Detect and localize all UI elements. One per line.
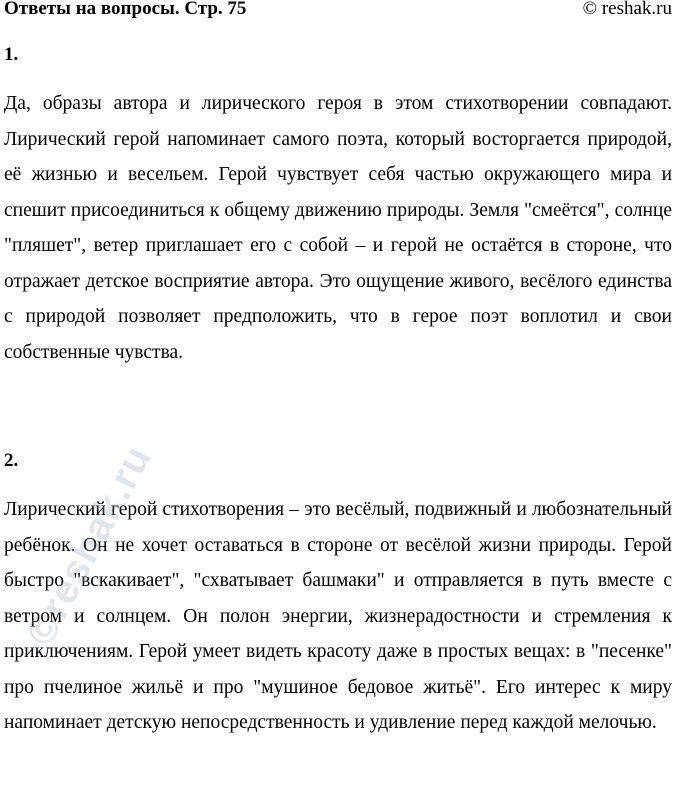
question-2-number: 2. [4, 450, 19, 471]
question-1-answer: Да, образы автора и лирического героя в этом стихотворении совпадают. Лирический герой напоминает самого поэта, который восторгается природой, её жизнью и весельем. Герой чувствует себя частью окружающего мира и спешит присоединиться к общему движению природы. Земля "смеётся", солнце "пляшет", ветер приглашает его с собой – и герой не остаётся в стороне, что отражает детское восприятие автора. Это ощущение живого, весёлого единства с природой позволяет предположить, что в герое поэт воплотил и свои собственные чувства. [4, 93, 672, 363]
watermark: ©reshak.ru [18, 438, 160, 653]
page-title: Ответы на вопросы. Стр. 75 [4, 0, 247, 19]
site-credit: © reshak.ru [582, 0, 672, 19]
page-header [4, 0, 672, 22]
question-2-answer: Лирический герой стихотворения – это весёлый, подвижный и любознательный ребёнок. Он не хочет оставаться в стороне от весёлой жизни природы. Герой быстро "вскакивает", "схватывает башмаки" и отправляется в путь вместе с ветром и солнцем. Он полон энергии, жизнерадостности и стремления к приключениям. Герой умеет видеть красоту даже в простых вещах: в "песенке" про пчелиное жильё и про "мушиное бедовое житьё". Его интерес к миру напоминает детскую непосредственность и удивление перед каждой мелочью. [4, 499, 672, 733]
document-page [4, 0, 672, 733]
question-1-number: 1. [4, 44, 19, 65]
